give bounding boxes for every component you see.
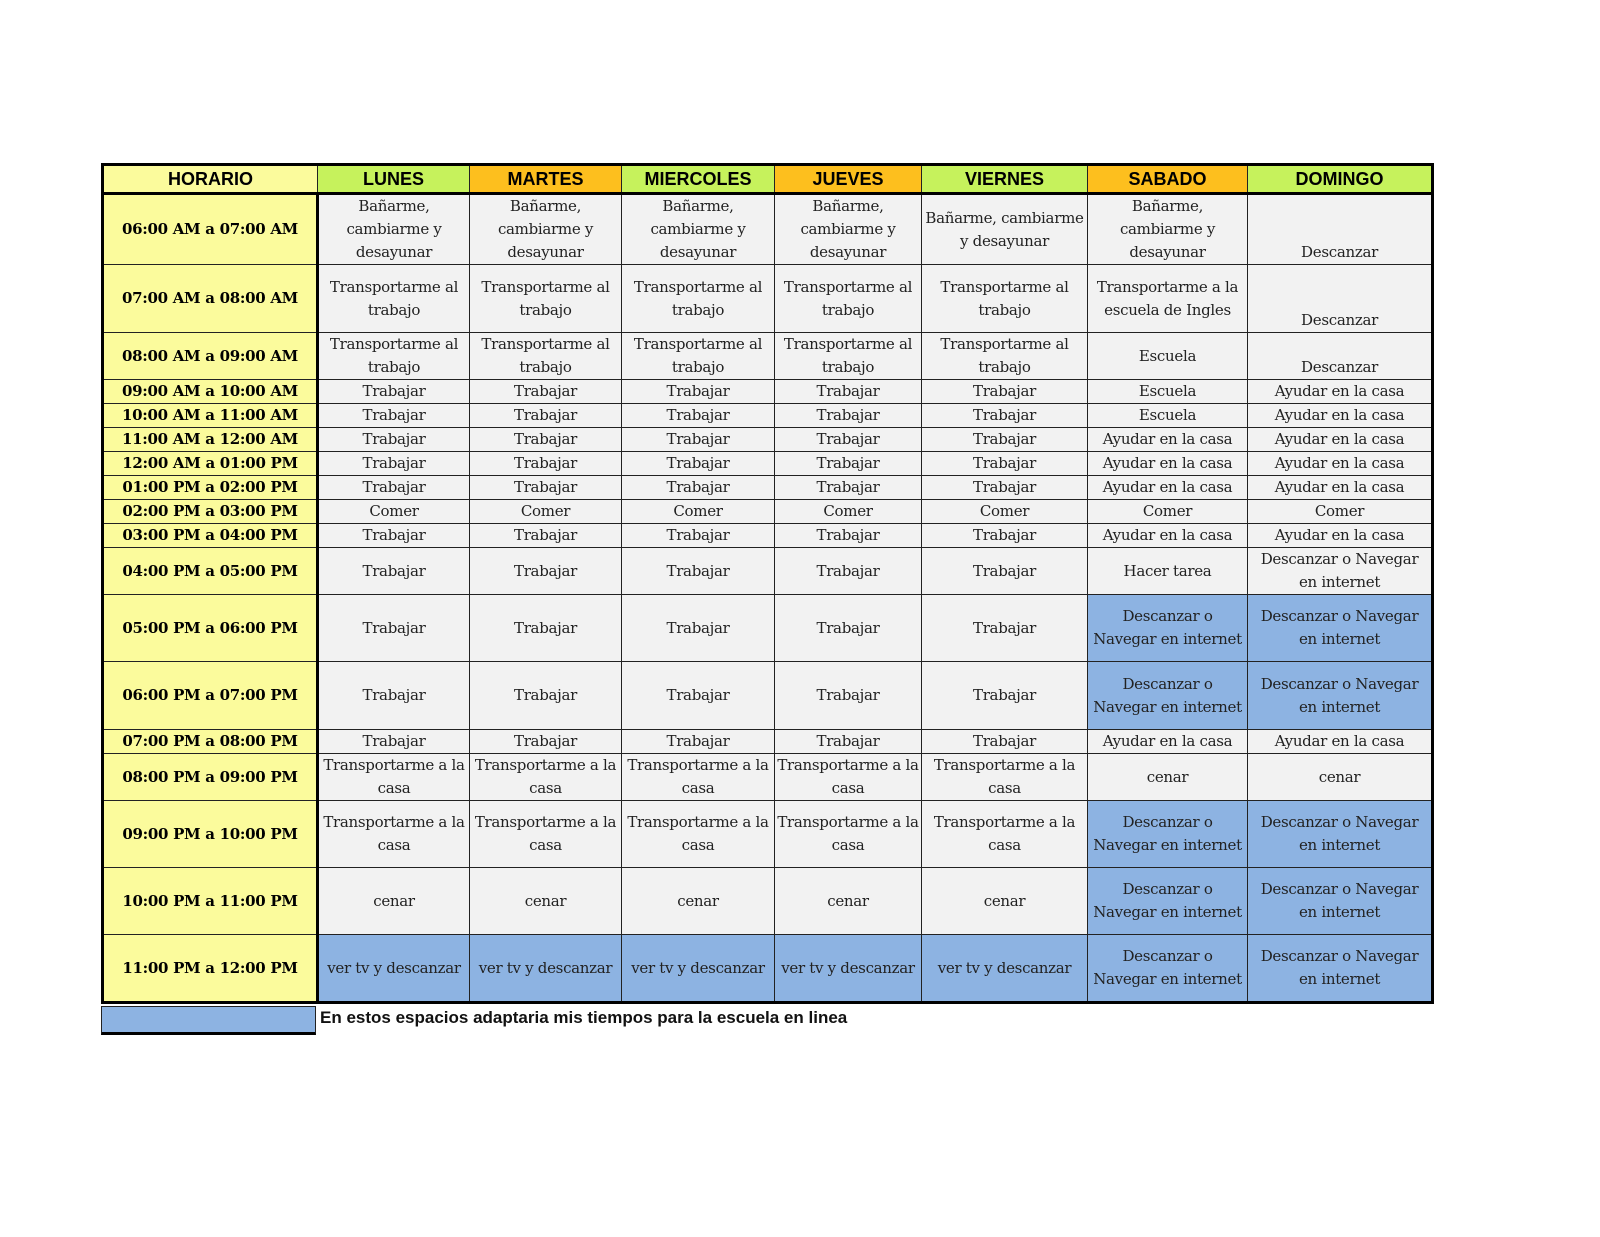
activity-cell: Escuela bbox=[1088, 380, 1248, 404]
activity-cell: Comer bbox=[1248, 500, 1433, 524]
activity-cell: Trabajar bbox=[470, 662, 622, 730]
activity-cell: Trabajar bbox=[318, 452, 470, 476]
activity-cell: Comer bbox=[922, 500, 1088, 524]
activity-cell: Descanzar bbox=[1248, 265, 1433, 333]
activity-cell: Bañarme, cambiarme y desayunar bbox=[470, 194, 622, 265]
activity-cell: ver tv y descanzar bbox=[922, 935, 1088, 1003]
activity-cell: Ayudar en la casa bbox=[1088, 730, 1248, 754]
activity-cell: Transportarme a la casa bbox=[922, 801, 1088, 868]
activity-cell: Trabajar bbox=[922, 662, 1088, 730]
legend-text: En estos espacios adaptaria mis tiempos para la escuela en linea bbox=[320, 1008, 848, 1027]
time-slot: 10:00 PM a 11:00 PM bbox=[103, 868, 318, 935]
table-row bbox=[103, 380, 1433, 404]
time-slot: 09:00 PM a 10:00 PM bbox=[103, 801, 318, 868]
table-row bbox=[103, 452, 1433, 476]
time-slot: 04:00 PM a 05:00 PM bbox=[103, 548, 318, 595]
table-row bbox=[103, 801, 1433, 868]
activity-cell: Ayudar en la casa bbox=[1248, 452, 1433, 476]
table-row bbox=[103, 548, 1433, 595]
activity-cell: Transportarme al trabajo bbox=[470, 265, 622, 333]
activity-cell: Transportarme al trabajo bbox=[922, 265, 1088, 333]
activity-cell: Trabajar bbox=[922, 452, 1088, 476]
activity-cell: Trabajar bbox=[922, 730, 1088, 754]
column-header-horario: HORARIO bbox=[103, 165, 318, 194]
time-slot: 11:00 AM a 12:00 AM bbox=[103, 428, 318, 452]
time-slot: 02:00 PM a 03:00 PM bbox=[103, 500, 318, 524]
activity-cell: Trabajar bbox=[775, 380, 922, 404]
activity-cell: Transportarme a la casa bbox=[318, 801, 470, 868]
activity-cell: Transportarme a la casa bbox=[775, 754, 922, 801]
time-slot: 08:00 PM a 09:00 PM bbox=[103, 754, 318, 801]
table-row bbox=[103, 404, 1433, 428]
activity-cell: Trabajar bbox=[922, 524, 1088, 548]
time-slot: 09:00 AM a 10:00 AM bbox=[103, 380, 318, 404]
column-header-sabado: SABADO bbox=[1088, 165, 1248, 194]
time-slot: 05:00 PM a 06:00 PM bbox=[103, 595, 318, 662]
activity-cell: Trabajar bbox=[775, 524, 922, 548]
activity-cell: Transportarme al trabajo bbox=[318, 333, 470, 380]
activity-cell: cenar bbox=[775, 868, 922, 935]
activity-cell: Trabajar bbox=[775, 428, 922, 452]
activity-cell: Descanzar o Navegar en internet bbox=[1088, 935, 1248, 1003]
time-slot: 07:00 PM a 08:00 PM bbox=[103, 730, 318, 754]
activity-cell: Transportarme a la casa bbox=[922, 754, 1088, 801]
activity-cell: Ayudar en la casa bbox=[1088, 524, 1248, 548]
activity-cell: Comer bbox=[1088, 500, 1248, 524]
table-row bbox=[103, 428, 1433, 452]
activity-cell: Trabajar bbox=[775, 404, 922, 428]
activity-cell: cenar bbox=[622, 868, 775, 935]
table-row bbox=[103, 935, 1433, 1003]
activity-cell: Trabajar bbox=[318, 548, 470, 595]
table-row bbox=[103, 476, 1433, 500]
activity-cell: ver tv y descanzar bbox=[318, 935, 470, 1003]
activity-cell: Transportarme a la casa bbox=[775, 801, 922, 868]
activity-cell: Transportarme al trabajo bbox=[622, 265, 775, 333]
activity-cell: Trabajar bbox=[318, 524, 470, 548]
activity-cell: Comer bbox=[622, 500, 775, 524]
activity-cell: Trabajar bbox=[470, 524, 622, 548]
time-slot: 01:00 PM a 02:00 PM bbox=[103, 476, 318, 500]
activity-cell: Trabajar bbox=[622, 730, 775, 754]
activity-cell: Ayudar en la casa bbox=[1248, 428, 1433, 452]
activity-cell: Trabajar bbox=[470, 476, 622, 500]
activity-cell: Trabajar bbox=[318, 428, 470, 452]
schedule-body bbox=[103, 194, 1433, 1003]
activity-cell: Bañarme, cambiarme y desayunar bbox=[622, 194, 775, 265]
table-row bbox=[103, 595, 1433, 662]
activity-cell: Trabajar bbox=[470, 404, 622, 428]
activity-cell: Transportarme a la casa bbox=[318, 754, 470, 801]
column-header-viernes: VIERNES bbox=[922, 165, 1088, 194]
column-header-jueves: JUEVES bbox=[775, 165, 922, 194]
activity-cell: Trabajar bbox=[318, 662, 470, 730]
activity-cell: Trabajar bbox=[922, 428, 1088, 452]
activity-cell: Trabajar bbox=[622, 595, 775, 662]
column-header-domingo: DOMINGO bbox=[1248, 165, 1433, 194]
activity-cell: Comer bbox=[775, 500, 922, 524]
activity-cell: Trabajar bbox=[470, 428, 622, 452]
time-slot: 10:00 AM a 11:00 AM bbox=[103, 404, 318, 428]
column-header-lunes: LUNES bbox=[318, 165, 470, 194]
activity-cell: Ayudar en la casa bbox=[1088, 476, 1248, 500]
table-row bbox=[103, 194, 1433, 265]
table-row bbox=[103, 730, 1433, 754]
activity-cell: Trabajar bbox=[470, 380, 622, 404]
activity-cell: ver tv y descanzar bbox=[470, 935, 622, 1003]
activity-cell: Transportarme al trabajo bbox=[775, 265, 922, 333]
time-slot: 12:00 AM a 01:00 PM bbox=[103, 452, 318, 476]
activity-cell: Bañarme, cambiarme y desayunar bbox=[318, 194, 470, 265]
activity-cell: Transportarme al trabajo bbox=[470, 333, 622, 380]
table-row bbox=[103, 500, 1433, 524]
activity-cell: cenar bbox=[470, 868, 622, 935]
activity-cell: Ayudar en la casa bbox=[1088, 452, 1248, 476]
time-slot: 06:00 PM a 07:00 PM bbox=[103, 662, 318, 730]
activity-cell: Ayudar en la casa bbox=[1248, 404, 1433, 428]
table-row bbox=[103, 333, 1433, 380]
legend-swatch bbox=[101, 1006, 316, 1035]
activity-cell: Trabajar bbox=[470, 730, 622, 754]
activity-cell: Transportarme al trabajo bbox=[622, 333, 775, 380]
activity-cell: ver tv y descanzar bbox=[775, 935, 922, 1003]
activity-cell: Descanzar bbox=[1248, 333, 1433, 380]
time-slot: 08:00 AM a 09:00 AM bbox=[103, 333, 318, 380]
activity-cell: Trabajar bbox=[922, 380, 1088, 404]
activity-cell: Transportarme a la casa bbox=[470, 801, 622, 868]
activity-cell: Transportarme al trabajo bbox=[775, 333, 922, 380]
activity-cell: Comer bbox=[470, 500, 622, 524]
activity-cell: Trabajar bbox=[775, 548, 922, 595]
activity-cell: Transportarme a la casa bbox=[622, 754, 775, 801]
activity-cell: Ayudar en la casa bbox=[1248, 380, 1433, 404]
activity-cell: Descanzar o Navegar en internet bbox=[1248, 868, 1433, 935]
activity-cell: Bañarme, cambiarme y desayunar bbox=[1088, 194, 1248, 265]
activity-cell: Transportarme a la escuela de Ingles bbox=[1088, 265, 1248, 333]
time-slot: 07:00 AM a 08:00 AM bbox=[103, 265, 318, 333]
activity-cell: Trabajar bbox=[622, 662, 775, 730]
table-row bbox=[103, 662, 1433, 730]
activity-cell: Trabajar bbox=[922, 404, 1088, 428]
activity-cell: Descanzar o Navegar en internet bbox=[1088, 662, 1248, 730]
activity-cell: Descanzar o Navegar en internet bbox=[1248, 801, 1433, 868]
activity-cell: Descanzar o Navegar en internet bbox=[1088, 801, 1248, 868]
activity-cell: Trabajar bbox=[922, 595, 1088, 662]
activity-cell: Trabajar bbox=[622, 380, 775, 404]
activity-cell: Transportarme al trabajo bbox=[922, 333, 1088, 380]
activity-cell: Trabajar bbox=[318, 730, 470, 754]
activity-cell: Trabajar bbox=[318, 380, 470, 404]
activity-cell: Trabajar bbox=[622, 524, 775, 548]
activity-cell: Bañarme, cambiarme y desayunar bbox=[922, 194, 1088, 265]
activity-cell: Ayudar en la casa bbox=[1248, 476, 1433, 500]
activity-cell: cenar bbox=[318, 868, 470, 935]
activity-cell: Trabajar bbox=[622, 452, 775, 476]
activity-cell: Escuela bbox=[1088, 404, 1248, 428]
activity-cell: Trabajar bbox=[470, 595, 622, 662]
time-slot: 06:00 AM a 07:00 AM bbox=[103, 194, 318, 265]
activity-cell: Descanzar o Navegar en internet bbox=[1248, 548, 1433, 595]
activity-cell: Trabajar bbox=[775, 452, 922, 476]
activity-cell: Trabajar bbox=[622, 548, 775, 595]
activity-cell: Trabajar bbox=[775, 476, 922, 500]
activity-cell: Descanzar bbox=[1248, 194, 1433, 265]
activity-cell: cenar bbox=[1248, 754, 1433, 801]
activity-cell: Trabajar bbox=[922, 548, 1088, 595]
activity-cell: Ayudar en la casa bbox=[1248, 524, 1433, 548]
activity-cell: Trabajar bbox=[622, 428, 775, 452]
table-row bbox=[103, 754, 1433, 801]
column-header-miercoles: MIERCOLES bbox=[622, 165, 775, 194]
schedule-table bbox=[101, 163, 1434, 1004]
activity-cell: Trabajar bbox=[318, 476, 470, 500]
table-row bbox=[103, 265, 1433, 333]
activity-cell: cenar bbox=[1088, 754, 1248, 801]
activity-cell: Trabajar bbox=[622, 404, 775, 428]
activity-cell: cenar bbox=[922, 868, 1088, 935]
activity-cell: Ayudar en la casa bbox=[1248, 730, 1433, 754]
activity-cell: Trabajar bbox=[318, 404, 470, 428]
activity-cell: Trabajar bbox=[775, 730, 922, 754]
column-header-martes: MARTES bbox=[470, 165, 622, 194]
activity-cell: Descanzar o Navegar en internet bbox=[1248, 662, 1433, 730]
activity-cell: Trabajar bbox=[775, 595, 922, 662]
activity-cell: Trabajar bbox=[470, 452, 622, 476]
header-row bbox=[103, 165, 1433, 194]
table-row bbox=[103, 868, 1433, 935]
activity-cell: Descanzar o Navegar en internet bbox=[1248, 935, 1433, 1003]
table-row bbox=[103, 524, 1433, 548]
activity-cell: Trabajar bbox=[318, 595, 470, 662]
activity-cell: Transportarme a la casa bbox=[622, 801, 775, 868]
activity-cell: Comer bbox=[318, 500, 470, 524]
activity-cell: Trabajar bbox=[775, 662, 922, 730]
activity-cell: Transportarme al trabajo bbox=[318, 265, 470, 333]
activity-cell: Ayudar en la casa bbox=[1088, 428, 1248, 452]
time-slot: 11:00 PM a 12:00 PM bbox=[103, 935, 318, 1003]
activity-cell: ver tv y descanzar bbox=[622, 935, 775, 1003]
activity-cell: Bañarme, cambiarme y desayunar bbox=[775, 194, 922, 265]
activity-cell: Trabajar bbox=[922, 476, 1088, 500]
activity-cell: Descanzar o Navegar en internet bbox=[1248, 595, 1433, 662]
activity-cell: Escuela bbox=[1088, 333, 1248, 380]
activity-cell: Trabajar bbox=[622, 476, 775, 500]
activity-cell: Descanzar o Navegar en internet bbox=[1088, 868, 1248, 935]
activity-cell: Transportarme a la casa bbox=[470, 754, 622, 801]
time-slot: 03:00 PM a 04:00 PM bbox=[103, 524, 318, 548]
activity-cell: Hacer tarea bbox=[1088, 548, 1248, 595]
activity-cell: Descanzar o Navegar en internet bbox=[1088, 595, 1248, 662]
activity-cell: Trabajar bbox=[470, 548, 622, 595]
